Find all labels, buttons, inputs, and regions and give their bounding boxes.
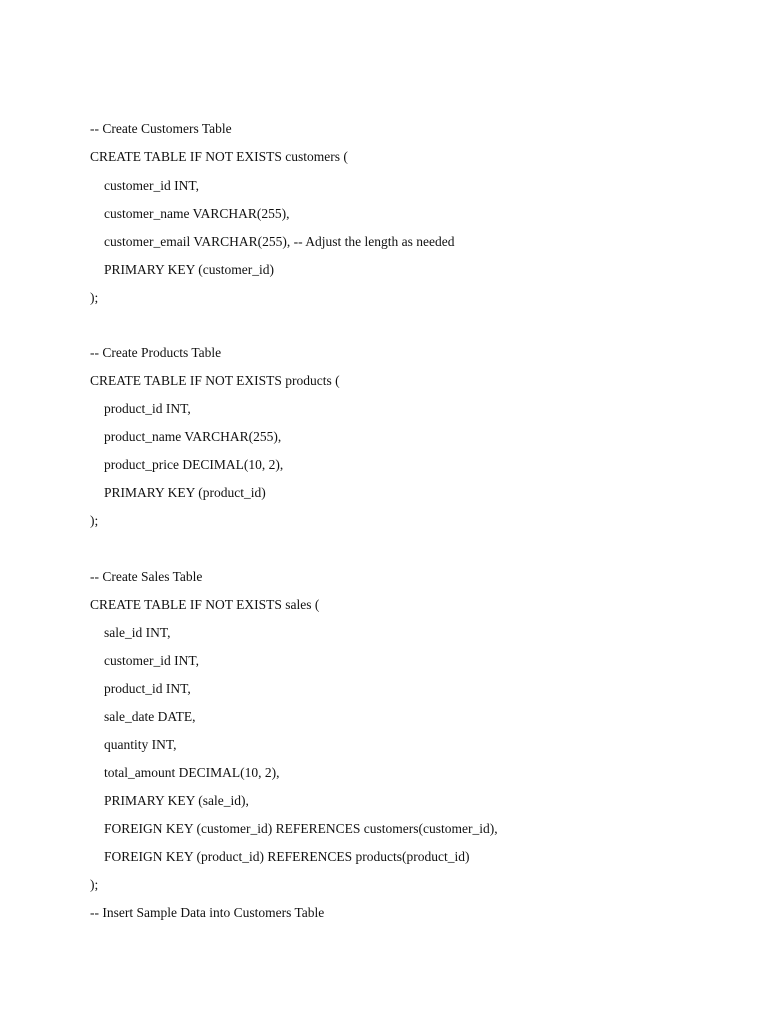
comment-line: -- Insert Sample Data into Customers Table: [90, 905, 325, 920]
create-table-statement: CREATE TABLE IF NOT EXISTS products (: [90, 373, 340, 388]
column-definition: product_id INT,: [104, 681, 191, 696]
foreign-key-constraint: FOREIGN KEY (customer_id) REFERENCES customers(customer_id),: [104, 821, 498, 836]
comment-line: -- Create Products Table: [90, 345, 222, 360]
column-definition: customer_name VARCHAR(255),: [104, 206, 290, 221]
closing-paren: );: [90, 877, 99, 892]
column-definition: customer_email VARCHAR(255), -- Adjust the length as needed: [104, 234, 455, 249]
primary-key-constraint: PRIMARY KEY (product_id): [104, 485, 266, 500]
column-definition: product_price DECIMAL(10, 2),: [104, 457, 284, 472]
closing-paren: );: [90, 513, 99, 528]
column-definition: customer_id INT,: [104, 653, 199, 668]
primary-key-constraint: PRIMARY KEY (customer_id): [104, 262, 274, 277]
column-definition: quantity INT,: [104, 737, 177, 752]
foreign-key-constraint: FOREIGN KEY (product_id) REFERENCES products(product_id): [104, 849, 470, 864]
comment-line: -- Create Sales Table: [90, 569, 203, 584]
column-definition: customer_id INT,: [104, 178, 199, 193]
closing-paren: );: [90, 290, 99, 305]
column-definition: sale_date DATE,: [104, 709, 196, 724]
column-definition: sale_id INT,: [104, 625, 171, 640]
create-table-statement: CREATE TABLE IF NOT EXISTS customers (: [90, 149, 348, 164]
primary-key-constraint: PRIMARY KEY (sale_id),: [104, 793, 249, 808]
column-definition: product_id INT,: [104, 401, 191, 416]
column-definition: product_name VARCHAR(255),: [104, 429, 282, 444]
create-table-statement: CREATE TABLE IF NOT EXISTS sales (: [90, 597, 320, 612]
comment-line: -- Create Customers Table: [90, 121, 232, 136]
column-definition: total_amount DECIMAL(10, 2),: [104, 765, 280, 780]
